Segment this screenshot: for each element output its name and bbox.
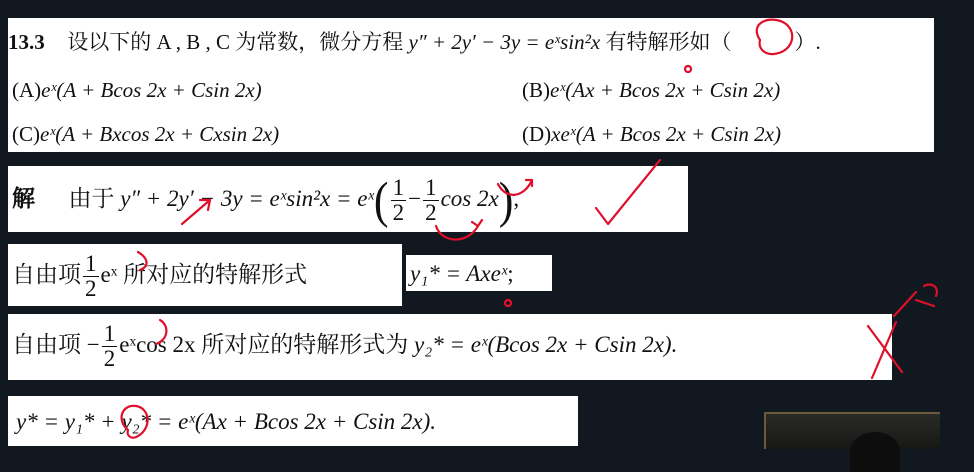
solution-line-2-panel bbox=[8, 244, 402, 306]
option-d bbox=[522, 124, 781, 145]
problem-tail: 有特解形如（ ）. bbox=[605, 30, 821, 54]
solution-line-3-panel bbox=[8, 314, 892, 380]
minus-sign: − bbox=[408, 185, 422, 211]
option-d-label: (D) bbox=[522, 122, 552, 146]
solution-line-4-panel bbox=[8, 396, 578, 446]
option-a-label: (A) bbox=[12, 78, 42, 102]
problem-number: 13.3 bbox=[8, 30, 45, 54]
solution-line-4 bbox=[16, 410, 436, 433]
option-d-text: xeˣ(A + Bcos 2x + Csin 2x) bbox=[551, 122, 781, 146]
presenter-video-thumbnail bbox=[764, 412, 940, 449]
option-c-text: eˣ(A + Bxcos 2x + Cxsin 2x) bbox=[40, 122, 280, 146]
line2-prefix: 自由项 bbox=[12, 261, 81, 287]
solution-line-1 bbox=[12, 172, 520, 229]
option-b-text: eˣ(Ax + Bcos 2x + Csin 2x) bbox=[550, 78, 781, 102]
problem-panel bbox=[8, 18, 934, 152]
option-a bbox=[12, 80, 262, 101]
solution-line-2-result bbox=[410, 262, 514, 285]
line3-fraction: $\frac{1}{2}$ bbox=[103, 321, 116, 372]
option-b-label: (B) bbox=[522, 78, 550, 102]
line3-result: y₂* = eˣ(Bcos 2x + Csin 2x). bbox=[414, 331, 678, 357]
line2-result: y₁* = Axeˣ bbox=[410, 261, 508, 286]
cos-term: cos 2x bbox=[440, 185, 499, 211]
option-b bbox=[522, 80, 780, 101]
problem-statement-line bbox=[8, 32, 821, 53]
solution-line-2-result-panel bbox=[406, 255, 552, 291]
problem-equation: y″ + 2y′ − 3y = eˣsin²x bbox=[408, 30, 601, 54]
annotation-ray bbox=[894, 284, 937, 316]
annotation-dot-line2 bbox=[505, 300, 511, 306]
left-paren: ( bbox=[373, 172, 389, 229]
right-paren: ) bbox=[498, 172, 514, 229]
option-c bbox=[12, 124, 279, 145]
option-a-text: eˣ(A + Bcos 2x + Csin 2x) bbox=[41, 78, 262, 102]
line4-text: y* = y₁* + y₂* = eˣ(Ax + Bcos 2x + Csin 2x). bbox=[16, 409, 437, 434]
line2-mid: eˣ 所对应的特解形式 bbox=[100, 261, 308, 287]
option-c-label: (C) bbox=[12, 122, 40, 146]
solution-line-2 bbox=[12, 252, 307, 301]
end-punct: , bbox=[513, 185, 520, 211]
fraction-one-half-b: $\frac{1}{2}$ bbox=[425, 175, 437, 226]
solution-equation-left: y″ + 2y′ − 3y = eˣsin²x = eˣ bbox=[120, 185, 374, 211]
fraction-one-half-a: $\frac{1}{2}$ bbox=[392, 175, 405, 226]
presenter-head-silhouette bbox=[850, 432, 900, 472]
solution-intro: 由于 bbox=[68, 185, 115, 211]
line3-mid: eˣcos 2x 所对应的特解形式为 bbox=[119, 331, 409, 357]
line2-punct: ; bbox=[507, 261, 514, 286]
solution-line-1-panel bbox=[8, 166, 688, 232]
solution-line-3 bbox=[12, 322, 677, 371]
solution-jie-label: 解 bbox=[12, 185, 35, 211]
problem-statement: 设以下的 A , B , C 为常数，微分方程 bbox=[67, 30, 404, 54]
line3-prefix: 自由项 − bbox=[12, 331, 100, 357]
line2-fraction: $\frac{1}{2}$ bbox=[85, 251, 97, 302]
